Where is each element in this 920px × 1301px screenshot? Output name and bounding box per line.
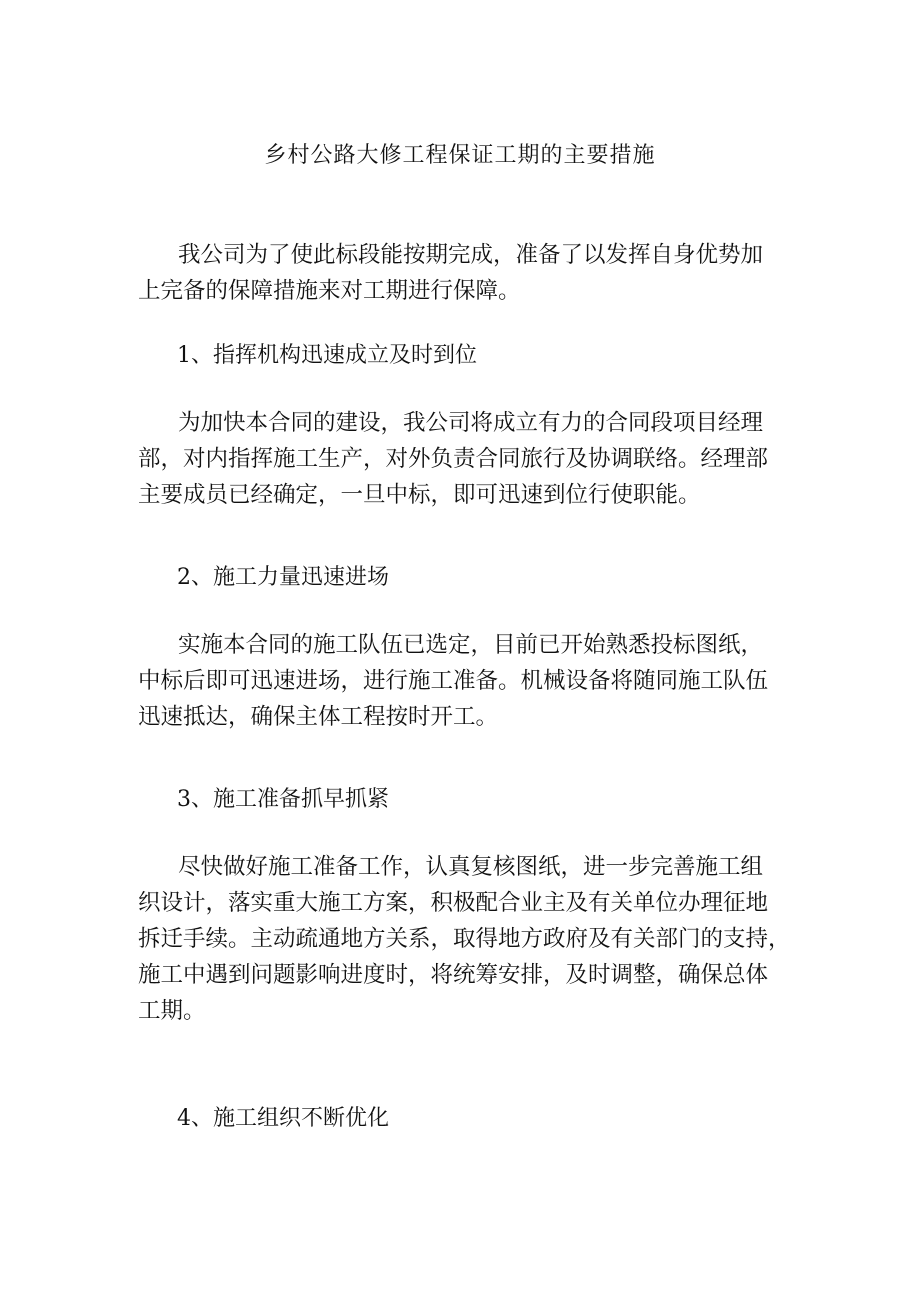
text-line: 工期。	[138, 998, 206, 1024]
section-heading-3: 3、施工准备抓早抓紧	[177, 787, 389, 812]
text-line: 我公司为了使此标段能按期完成，准备了以发挥自身优势加	[178, 242, 764, 268]
text-line: 主要成员已经确定，一旦中标，即可迅速到位行使职能。	[138, 482, 701, 508]
section-heading-1: 1、指挥机构迅速成立及时到位	[177, 343, 477, 368]
text-line: 拆迁手续。主动疏通地方关系，取得地方政府及有关部门的支持，	[138, 926, 791, 952]
text-line: 实施本合同的施工队伍已选定，目前已开始熟悉投标图纸，	[178, 632, 764, 658]
text-line: 上完备的保障措施来对工期进行保障。	[138, 278, 521, 304]
text-line: 为加快本合同的建设，我公司将成立有力的合同段项目经理	[178, 410, 764, 436]
text-line: 尽快做好施工准备工作，认真复核图纸，进一步完善施工组	[178, 854, 764, 880]
text-line: 织设计，落实重大施工方案，积极配合业主及有关单位办理征地	[138, 890, 769, 916]
section-paragraph-2	[138, 627, 788, 735]
document-title: 乡村公路大修工程保证工期的主要措施	[264, 143, 656, 168]
intro-paragraph	[138, 237, 788, 309]
section-heading-2: 2、施工力量迅速进场	[177, 565, 389, 590]
text-line: 部，对内指挥施工生产，对外负责合同旅行及协调联络。经理部	[138, 446, 769, 472]
section-heading-4: 4、施工组织不断优化	[177, 1106, 389, 1131]
text-line: 中标后即可迅速进场，进行施工准备。机械设备将随同施工队伍	[138, 668, 769, 694]
section-paragraph-1	[138, 405, 788, 513]
text-line: 迅速抵达，确保主体工程按时开工。	[138, 704, 499, 730]
text-line: 施工中遇到问题影响进度时，将统筹安排，及时调整，确保总体	[138, 962, 769, 988]
section-paragraph-3	[138, 849, 791, 1029]
